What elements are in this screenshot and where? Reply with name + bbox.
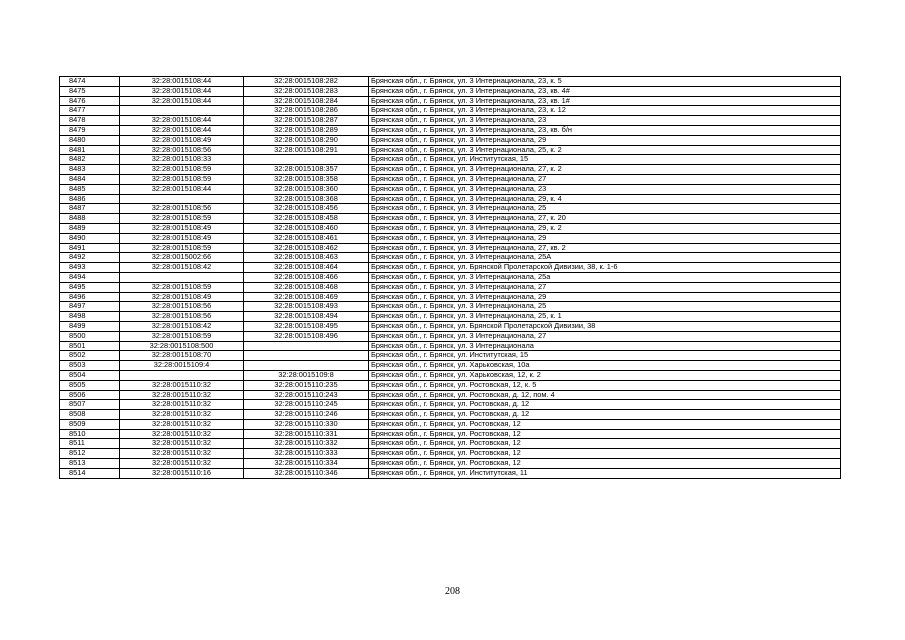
table-row xyxy=(60,331,841,341)
object-cadastral-number-cell: 32:28:0015108:287 xyxy=(244,116,369,126)
row-number-cell: 8491 xyxy=(60,243,120,253)
object-cadastral-number-cell: 32:28:0015108:282 xyxy=(244,77,369,87)
row-number-cell: 8492 xyxy=(60,253,120,263)
table-row xyxy=(60,214,841,224)
parcel-cadastral-number-cell: 32:28:0015110:32 xyxy=(120,419,244,429)
object-cadastral-number-cell xyxy=(244,361,369,371)
table-row xyxy=(60,194,841,204)
row-number-cell: 8484 xyxy=(60,174,120,184)
parcel-cadastral-number-cell: 32:28:0015108:44 xyxy=(120,96,244,106)
address-cell: Брянская обл., г. Брянск, ул. 3 Интернационала, 23, кв. б/н xyxy=(369,125,841,135)
table-row xyxy=(60,312,841,322)
object-cadastral-number-cell: 32:28:0015110:245 xyxy=(244,400,369,410)
row-number-cell: 8488 xyxy=(60,214,120,224)
address-cell: Брянская обл., г. Брянск, ул. 3 Интернационала, 27 xyxy=(369,174,841,184)
row-number-cell: 8500 xyxy=(60,331,120,341)
address-cell: Брянская обл., г. Брянск, ул. 3 Интернационала, 27, кв. 2 xyxy=(369,243,841,253)
parcel-cadastral-number-cell: 32:28:0015110:32 xyxy=(120,459,244,469)
row-number-cell: 8501 xyxy=(60,341,120,351)
table-row xyxy=(60,174,841,184)
address-cell: Брянская обл., г. Брянск, ул. 3 Интернационала, 25а xyxy=(369,272,841,282)
table-row xyxy=(60,370,841,380)
parcel-cadastral-number-cell: 32:28:0015108:49 xyxy=(120,233,244,243)
address-cell: Брянская обл., г. Брянск, ул. Ростовская, 12, к. 5 xyxy=(369,380,841,390)
table-row xyxy=(60,380,841,390)
object-cadastral-number-cell: 32:28:0015110:331 xyxy=(244,429,369,439)
table-row xyxy=(60,410,841,420)
table-row xyxy=(60,400,841,410)
row-number-cell: 8487 xyxy=(60,204,120,214)
object-cadastral-number-cell: 32:28:0015108:468 xyxy=(244,282,369,292)
registry-table-body xyxy=(60,77,841,479)
address-cell: Брянская обл., г. Брянск, ул. 3 Интернационала, 29 xyxy=(369,233,841,243)
address-cell: Брянская обл., г. Брянск, ул. 3 Интернационала, 27 xyxy=(369,331,841,341)
object-cadastral-number-cell: 32:28:0015108:456 xyxy=(244,204,369,214)
parcel-cadastral-number-cell: 32:28:0015108:59 xyxy=(120,174,244,184)
parcel-cadastral-number-cell: 32:28:0015110:32 xyxy=(120,390,244,400)
parcel-cadastral-number-cell: 32:28:0015108:70 xyxy=(120,351,244,361)
address-cell: Брянская обл., г. Брянск, ул. Ростовская, 12 xyxy=(369,459,841,469)
row-number-cell: 8476 xyxy=(60,96,120,106)
parcel-cadastral-number-cell xyxy=(120,194,244,204)
table-row xyxy=(60,439,841,449)
table-row xyxy=(60,125,841,135)
row-number-cell: 8485 xyxy=(60,184,120,194)
address-cell: Брянская обл., г. Брянск, ул. 3 Интернационала, 27, к. 20 xyxy=(369,214,841,224)
row-number-cell: 8490 xyxy=(60,233,120,243)
address-cell: Брянская обл., г. Брянск, ул. Брянской Пролетарской Дивизии, 38 xyxy=(369,321,841,331)
table-row xyxy=(60,155,841,165)
parcel-cadastral-number-cell: 32:28:0015108:49 xyxy=(120,292,244,302)
object-cadastral-number-cell: 32:28:0015109:8 xyxy=(244,370,369,380)
table-row xyxy=(60,233,841,243)
object-cadastral-number-cell: 32:28:0015110:346 xyxy=(244,468,369,478)
object-cadastral-number-cell: 32:28:0015110:332 xyxy=(244,439,369,449)
parcel-cadastral-number-cell: 32:28:0015108:500 xyxy=(120,341,244,351)
object-cadastral-number-cell xyxy=(244,155,369,165)
page-number: 208 xyxy=(445,586,460,597)
table-row xyxy=(60,77,841,87)
parcel-cadastral-number-cell xyxy=(120,272,244,282)
object-cadastral-number-cell: 32:28:0015108:463 xyxy=(244,253,369,263)
parcel-cadastral-number-cell: 32:28:0015108:59 xyxy=(120,165,244,175)
object-cadastral-number-cell: 32:28:0015108:289 xyxy=(244,125,369,135)
object-cadastral-number-cell: 32:28:0015108:495 xyxy=(244,321,369,331)
address-cell: Брянская обл., г. Брянск, ул. Харьковская, 12, к. 2 xyxy=(369,370,841,380)
parcel-cadastral-number-cell: 32:28:0015108:59 xyxy=(120,243,244,253)
row-number-cell: 8493 xyxy=(60,263,120,273)
row-number-cell: 8483 xyxy=(60,165,120,175)
row-number-cell: 8512 xyxy=(60,449,120,459)
parcel-cadastral-number-cell: 32:28:0015110:32 xyxy=(120,429,244,439)
table-row xyxy=(60,361,841,371)
row-number-cell: 8479 xyxy=(60,125,120,135)
address-cell: Брянская обл., г. Брянск, ул. 3 Интернационала, 25, к. 2 xyxy=(369,145,841,155)
row-number-cell: 8504 xyxy=(60,370,120,380)
row-number-cell: 8499 xyxy=(60,321,120,331)
address-cell: Брянская обл., г. Брянск, ул. 3 Интернационала, 29 xyxy=(369,135,841,145)
address-cell: Брянская обл., г. Брянск, ул. 3 Интернационала, 29, к. 4 xyxy=(369,194,841,204)
table-row xyxy=(60,341,841,351)
object-cadastral-number-cell: 32:28:0015108:290 xyxy=(244,135,369,145)
parcel-cadastral-number-cell xyxy=(120,106,244,116)
table-row xyxy=(60,96,841,106)
address-cell: Брянская обл., г. Брянск, ул. Институтская, 15 xyxy=(369,155,841,165)
table-row xyxy=(60,184,841,194)
parcel-cadastral-number-cell: 32:28:0015108:56 xyxy=(120,204,244,214)
table-row xyxy=(60,135,841,145)
object-cadastral-number-cell: 32:28:0015108:469 xyxy=(244,292,369,302)
parcel-cadastral-number-cell: 32:28:0015108:56 xyxy=(120,312,244,322)
row-number-cell: 8475 xyxy=(60,86,120,96)
object-cadastral-number-cell: 32:28:0015108:496 xyxy=(244,331,369,341)
parcel-cadastral-number-cell xyxy=(120,370,244,380)
address-cell: Брянская обл., г. Брянск, ул. Ростовская, 12 xyxy=(369,429,841,439)
row-number-cell: 8509 xyxy=(60,419,120,429)
object-cadastral-number-cell: 32:28:0015108:368 xyxy=(244,194,369,204)
address-cell: Брянская обл., г. Брянск, ул. Ростовская, д. 12 xyxy=(369,400,841,410)
address-cell: Брянская обл., г. Брянск, ул. Ростовская, д. 12 xyxy=(369,410,841,420)
parcel-cadastral-number-cell: 32:28:0015108:33 xyxy=(120,155,244,165)
row-number-cell: 8507 xyxy=(60,400,120,410)
object-cadastral-number-cell: 32:28:0015108:286 xyxy=(244,106,369,116)
parcel-cadastral-number-cell: 32:28:0015108:44 xyxy=(120,116,244,126)
address-cell: Брянская обл., г. Брянск, ул. Ростовская, д. 12, пом. 4 xyxy=(369,390,841,400)
parcel-cadastral-number-cell: 32:28:0015108:42 xyxy=(120,263,244,273)
object-cadastral-number-cell: 32:28:0015108:357 xyxy=(244,165,369,175)
address-cell: Брянская обл., г. Брянск, ул. 3 Интернационала, 25 xyxy=(369,204,841,214)
table-row xyxy=(60,292,841,302)
address-cell: Брянская обл., г. Брянск, ул. 3 Интернационала, 23, кв. 4# xyxy=(369,86,841,96)
parcel-cadastral-number-cell: 32:28:0015110:16 xyxy=(120,468,244,478)
object-cadastral-number-cell: 32:28:0015108:358 xyxy=(244,174,369,184)
object-cadastral-number-cell: 32:28:0015108:493 xyxy=(244,302,369,312)
object-cadastral-number-cell: 32:28:0015108:283 xyxy=(244,86,369,96)
table-row xyxy=(60,419,841,429)
object-cadastral-number-cell: 32:28:0015110:330 xyxy=(244,419,369,429)
address-cell: Брянская обл., г. Брянск, ул. 3 Интернационала, 23, к. 5 xyxy=(369,77,841,87)
object-cadastral-number-cell: 32:28:0015108:284 xyxy=(244,96,369,106)
object-cadastral-number-cell xyxy=(244,341,369,351)
row-number-cell: 8514 xyxy=(60,468,120,478)
row-number-cell: 8513 xyxy=(60,459,120,469)
object-cadastral-number-cell: 32:28:0015110:243 xyxy=(244,390,369,400)
parcel-cadastral-number-cell: 32:28:0015108:42 xyxy=(120,321,244,331)
parcel-cadastral-number-cell: 32:28:0015108:49 xyxy=(120,135,244,145)
row-number-cell: 8486 xyxy=(60,194,120,204)
row-number-cell: 8510 xyxy=(60,429,120,439)
address-cell: Брянская обл., г. Брянск, ул. Ростовская, 12 xyxy=(369,419,841,429)
parcel-cadastral-number-cell: 32:28:0015108:44 xyxy=(120,125,244,135)
row-number-cell: 8508 xyxy=(60,410,120,420)
address-cell: Брянская обл., г. Брянск, ул. 3 Интернационала, 23 xyxy=(369,184,841,194)
object-cadastral-number-cell: 32:28:0015108:291 xyxy=(244,145,369,155)
object-cadastral-number-cell: 32:28:0015110:334 xyxy=(244,459,369,469)
address-cell: Брянская обл., г. Брянск, ул. Ростовская, 12 xyxy=(369,449,841,459)
object-cadastral-number-cell: 32:28:0015108:460 xyxy=(244,223,369,233)
address-cell: Брянская обл., г. Брянск, ул. Институтская, 11 xyxy=(369,468,841,478)
object-cadastral-number-cell: 32:28:0015108:360 xyxy=(244,184,369,194)
address-cell: Брянская обл., г. Брянск, ул. Харьковская, 10а xyxy=(369,361,841,371)
parcel-cadastral-number-cell: 32:28:0015108:44 xyxy=(120,77,244,87)
row-number-cell: 8495 xyxy=(60,282,120,292)
registry-table xyxy=(59,76,841,479)
parcel-cadastral-number-cell: 32:28:0015108:59 xyxy=(120,331,244,341)
table-row xyxy=(60,351,841,361)
parcel-cadastral-number-cell: 32:28:0015108:44 xyxy=(120,184,244,194)
row-number-cell: 8506 xyxy=(60,390,120,400)
table-row xyxy=(60,243,841,253)
table-row xyxy=(60,253,841,263)
table-row xyxy=(60,459,841,469)
table-row xyxy=(60,272,841,282)
address-cell: Брянская обл., г. Брянск, ул. 3 Интернационала, 25, к. 1 xyxy=(369,312,841,322)
parcel-cadastral-number-cell: 32:28:0015109:4 xyxy=(120,361,244,371)
table-row xyxy=(60,429,841,439)
object-cadastral-number-cell: 32:28:0015108:462 xyxy=(244,243,369,253)
address-cell: Брянская обл., г. Брянск, ул. 3 Интернационала xyxy=(369,341,841,351)
table-row xyxy=(60,468,841,478)
table-row xyxy=(60,116,841,126)
address-cell: Брянская обл., г. Брянск, ул. 3 Интернационала, 23 xyxy=(369,116,841,126)
address-cell: Брянская обл., г. Брянск, ул. 3 Интернационала, 27 xyxy=(369,282,841,292)
table-row xyxy=(60,165,841,175)
object-cadastral-number-cell: 32:28:0015108:466 xyxy=(244,272,369,282)
table-row xyxy=(60,86,841,96)
parcel-cadastral-number-cell: 32:28:0015108:59 xyxy=(120,282,244,292)
row-number-cell: 8498 xyxy=(60,312,120,322)
parcel-cadastral-number-cell: 32:28:0015110:32 xyxy=(120,380,244,390)
row-number-cell: 8497 xyxy=(60,302,120,312)
row-number-cell: 8477 xyxy=(60,106,120,116)
parcel-cadastral-number-cell: 32:28:0015108:49 xyxy=(120,223,244,233)
table-row xyxy=(60,321,841,331)
row-number-cell: 8494 xyxy=(60,272,120,282)
row-number-cell: 8478 xyxy=(60,116,120,126)
object-cadastral-number-cell: 32:28:0015108:458 xyxy=(244,214,369,224)
parcel-cadastral-number-cell: 32:28:0015110:32 xyxy=(120,439,244,449)
parcel-cadastral-number-cell: 32:28:0015108:59 xyxy=(120,214,244,224)
table-row xyxy=(60,204,841,214)
parcel-cadastral-number-cell: 32:28:0015110:32 xyxy=(120,449,244,459)
row-number-cell: 8503 xyxy=(60,361,120,371)
address-cell: Брянская обл., г. Брянск, ул. 3 Интернационала, 25 xyxy=(369,302,841,312)
address-cell: Брянская обл., г. Брянск, ул. 3 Интернационала, 23, кв. 1# xyxy=(369,96,841,106)
row-number-cell: 8482 xyxy=(60,155,120,165)
address-cell: Брянская обл., г. Брянск, ул. 3 Интернационала, 27, к. 2 xyxy=(369,165,841,175)
parcel-cadastral-number-cell: 32:28:0015110:32 xyxy=(120,400,244,410)
table-row xyxy=(60,223,841,233)
object-cadastral-number-cell: 32:28:0015108:461 xyxy=(244,233,369,243)
object-cadastral-number-cell: 32:28:0015108:464 xyxy=(244,263,369,273)
row-number-cell: 8480 xyxy=(60,135,120,145)
address-cell: Брянская обл., г. Брянск, ул. Институтская, 15 xyxy=(369,351,841,361)
object-cadastral-number-cell: 32:28:0015108:494 xyxy=(244,312,369,322)
table-row xyxy=(60,449,841,459)
parcel-cadastral-number-cell: 32:28:0015110:32 xyxy=(120,410,244,420)
row-number-cell: 8496 xyxy=(60,292,120,302)
row-number-cell: 8474 xyxy=(60,77,120,87)
object-cadastral-number-cell: 32:28:0015110:246 xyxy=(244,410,369,420)
table-row xyxy=(60,263,841,273)
row-number-cell: 8489 xyxy=(60,223,120,233)
object-cadastral-number-cell: 32:28:0015110:235 xyxy=(244,380,369,390)
table-row xyxy=(60,302,841,312)
row-number-cell: 8505 xyxy=(60,380,120,390)
address-cell: Брянская обл., г. Брянск, ул. Брянской Пролетарской Дивизии, 38, к. 1-6 xyxy=(369,263,841,273)
row-number-cell: 8481 xyxy=(60,145,120,155)
object-cadastral-number-cell xyxy=(244,351,369,361)
address-cell: Брянская обл., г. Брянск, ул. Ростовская, 12 xyxy=(369,439,841,449)
parcel-cadastral-number-cell: 32:28:0015108:56 xyxy=(120,302,244,312)
table-row xyxy=(60,282,841,292)
table-row xyxy=(60,106,841,116)
row-number-cell: 8502 xyxy=(60,351,120,361)
table-row xyxy=(60,390,841,400)
address-cell: Брянская обл., г. Брянск, ул. 3 Интернационала, 25А xyxy=(369,253,841,263)
parcel-cadastral-number-cell: 32:28:0015108:44 xyxy=(120,86,244,96)
address-cell: Брянская обл., г. Брянск, ул. 3 Интернационала, 29 xyxy=(369,292,841,302)
address-cell: Брянская обл., г. Брянск, ул. 3 Интернационала, 23, к. 12 xyxy=(369,106,841,116)
table-row xyxy=(60,145,841,155)
parcel-cadastral-number-cell: 32:28:0015002:66 xyxy=(120,253,244,263)
row-number-cell: 8511 xyxy=(60,439,120,449)
registry-table-container xyxy=(59,76,840,479)
object-cadastral-number-cell: 32:28:0015110:333 xyxy=(244,449,369,459)
address-cell: Брянская обл., г. Брянск, ул. 3 Интернационала, 29, к. 2 xyxy=(369,223,841,233)
parcel-cadastral-number-cell: 32:28:0015108:56 xyxy=(120,145,244,155)
